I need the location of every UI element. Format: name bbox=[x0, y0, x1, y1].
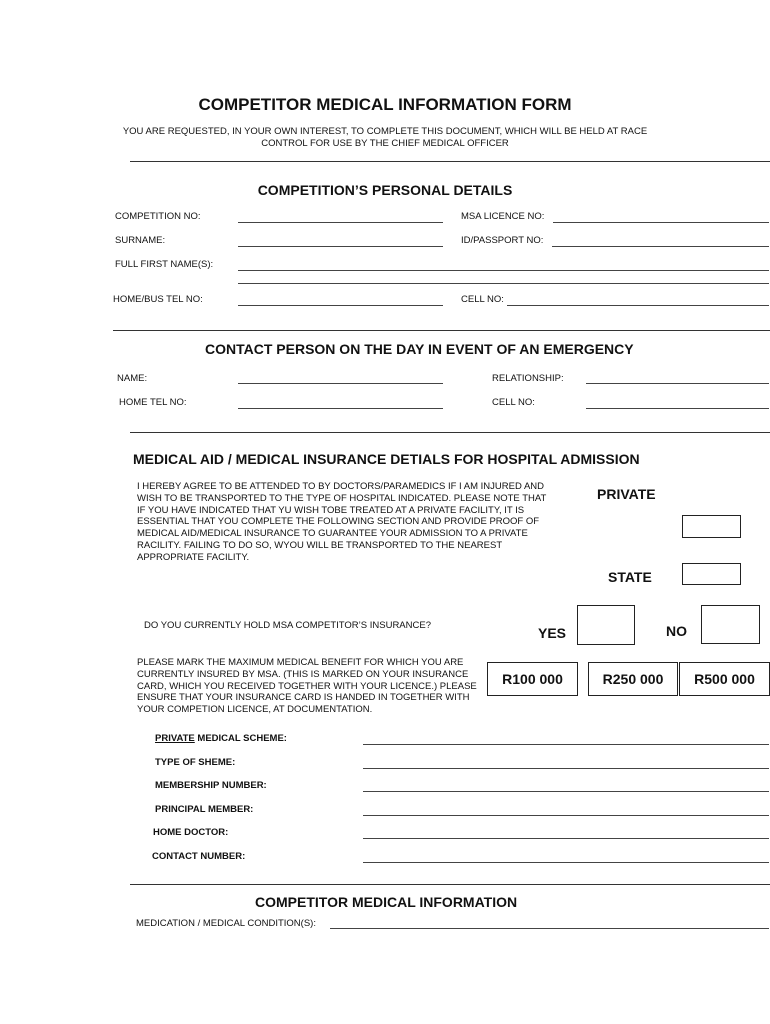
yes-checkbox[interactable] bbox=[577, 605, 635, 645]
benefit-r100000-box[interactable]: R100 000 bbox=[487, 662, 578, 696]
benefit-r250000-box[interactable]: R250 000 bbox=[588, 662, 678, 696]
home-doctor-label: HOME DOCTOR: bbox=[153, 827, 229, 838]
private-scheme-label bbox=[155, 733, 287, 744]
private-scheme-emphasis: PRIVATE bbox=[155, 733, 195, 744]
yes-label: YES bbox=[538, 625, 567, 641]
private-scheme-field[interactable] bbox=[363, 744, 769, 745]
state-checkbox[interactable] bbox=[682, 563, 741, 585]
no-label: NO bbox=[666, 623, 687, 639]
emergency-name-field[interactable] bbox=[238, 383, 443, 384]
surname-field[interactable] bbox=[238, 246, 443, 247]
principal-member-field[interactable] bbox=[363, 815, 769, 816]
full-names-field[interactable] bbox=[238, 270, 769, 271]
msa-insurance-question: DO YOU CURRENTLY HOLD MSA COMPETITOR’S INSURANCE? bbox=[144, 620, 431, 631]
private-scheme-rest: MEDICAL SCHEME: bbox=[194, 733, 287, 744]
emergency-cell-label: CELL NO: bbox=[492, 397, 535, 408]
emergency-name-label: NAME: bbox=[117, 373, 148, 384]
private-checkbox[interactable] bbox=[682, 515, 741, 538]
relationship-field[interactable] bbox=[586, 383, 769, 384]
cell-label: CELL NO: bbox=[461, 294, 504, 305]
state-label: STATE bbox=[608, 569, 652, 585]
emergency-home-tel-field[interactable] bbox=[238, 408, 443, 409]
personal-details-heading: COMPETITION’S PERSONAL DETAILS bbox=[257, 182, 513, 198]
full-names-label: FULL FIRST NAME(S): bbox=[115, 259, 214, 270]
medical-aid-heading: MEDICAL AID / MEDICAL INSURANCE DETIALS FOR HOSPITAL ADMISSION bbox=[133, 451, 640, 467]
relationship-label: RELATIONSHIP: bbox=[492, 373, 564, 384]
divider bbox=[130, 161, 770, 162]
surname-label: SURNAME: bbox=[115, 235, 166, 246]
scheme-type-field[interactable] bbox=[363, 768, 769, 769]
contact-number-label: CONTACT NUMBER: bbox=[152, 851, 246, 862]
hospital-agreement-text: I HEREBY AGREE TO BE ATTENDED TO BY DOCTORS/PARAMEDICS IF I AM INJURED AND WISH TO BE TRANSPORTED TO THE TYPE OF HOSPITAL INDICATED. PLEASE NOTE THAT IF YOU HAVE INDICATED THAT YU WISH TOBE TREATED AT A PRIVATE FACILITY, IT IS ESSENTIAL THAT YOU COMPLETE THE FOLLOWING SECTION AND PROVIDE PROOF OF MEDICAL AID/MEDICAL INSURANCE TO GUARANTEE YOUR ADMISSION TO A PRIVATE RACILITY. FAILING TO DO SO, WYOU WILL BE TRANSPORTED TO THE NEAREST APPROPRIATE FACILITY. bbox=[137, 481, 547, 563]
no-checkbox[interactable] bbox=[701, 605, 760, 644]
cell-field[interactable] bbox=[507, 305, 769, 306]
membership-number-field[interactable] bbox=[363, 791, 769, 792]
benefit-r500000-box[interactable]: R500 000 bbox=[679, 662, 770, 696]
emergency-home-tel-label: HOME TEL NO: bbox=[119, 397, 187, 408]
contact-number-field[interactable] bbox=[363, 862, 769, 863]
divider bbox=[130, 432, 770, 433]
home-doctor-field[interactable] bbox=[363, 838, 769, 839]
competition-no-field[interactable] bbox=[238, 222, 443, 223]
membership-number-label: MEMBERSHIP NUMBER: bbox=[155, 780, 267, 791]
scheme-type-label: TYPE OF SHEME: bbox=[155, 757, 236, 768]
msa-licence-label: MSA LICENCE NO: bbox=[461, 211, 545, 222]
principal-member-label: PRINCIPAL MEMBER: bbox=[155, 804, 254, 815]
id-passport-field[interactable] bbox=[552, 246, 769, 247]
medication-label: MEDICATION / MEDICAL CONDITION(S): bbox=[136, 918, 316, 929]
full-names-field-line2[interactable] bbox=[238, 283, 769, 284]
divider bbox=[130, 884, 770, 885]
medication-field[interactable] bbox=[330, 928, 769, 929]
medical-information-heading: COMPETITOR MEDICAL INFORMATION bbox=[255, 894, 518, 910]
form-title: COMPETITOR MEDICAL INFORMATION FORM bbox=[198, 95, 572, 114]
emergency-cell-field[interactable] bbox=[586, 408, 769, 409]
msa-licence-field[interactable] bbox=[553, 222, 769, 223]
competition-no-label: COMPETITION NO: bbox=[115, 211, 201, 222]
divider bbox=[113, 330, 770, 331]
id-passport-label: ID/PASSPORT NO: bbox=[461, 235, 544, 246]
private-label: PRIVATE bbox=[597, 486, 656, 502]
benefit-instructions: PLEASE MARK THE MAXIMUM MEDICAL BENEFIT FOR WHICH YOU ARE CURRENTLY INSURED BY MSA. (THIS IS MARKED ON YOUR INSURANCE CARD, WHICH YOU RECEIVED TOGETHER WITH YOUR LICENCE.) PLEASE ENSURE THAT YOUR INSURANCE CARD IS HANDED IN TOGETHER WITH YOUR COMPETION LICENCE, AT DOCUMENTATION. bbox=[137, 657, 477, 716]
home-tel-field[interactable] bbox=[238, 305, 443, 306]
home-tel-label: HOME/BUS TEL NO: bbox=[113, 294, 203, 305]
emergency-heading: CONTACT PERSON ON THE DAY IN EVENT OF AN EMERGENCY bbox=[205, 341, 634, 357]
form-intro: YOU ARE REQUESTED, IN YOUR OWN INTEREST, TO COMPLETE THIS DOCUMENT, WHICH WILL BE HELD AT RACE CONTROL FOR USE BY THE CHIEF MEDICAL OFFICER bbox=[122, 126, 648, 149]
